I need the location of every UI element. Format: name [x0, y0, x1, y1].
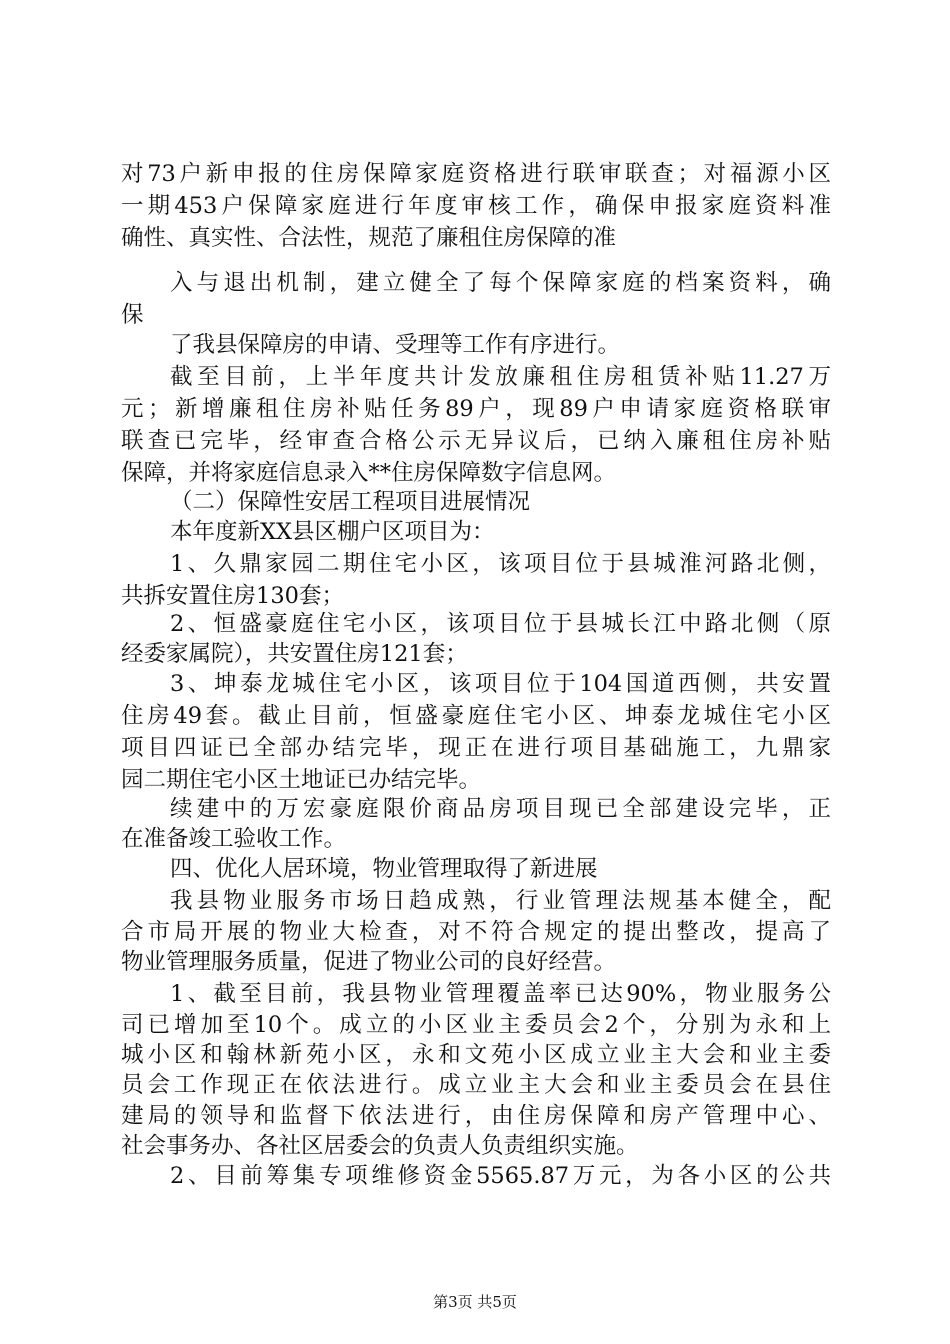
text-line: 物业管理服务质量，促进了物业公司的良好经营。	[121, 949, 617, 975]
text-line: 共拆安置住房130套；	[121, 583, 344, 609]
text-line: 园二期住宅小区土地证已办结完毕。	[121, 767, 482, 793]
text-line: 城小区和翰林新苑小区，永和文苑小区成立业主大会和业主委	[121, 1042, 831, 1068]
text-line: 截至目前，上半年度共计发放廉租住房租赁补贴11.27万	[170, 364, 831, 390]
text-line: 2、目前筹集专项维修资金5565.87万元，为各小区的公共	[170, 1163, 831, 1189]
text-line: 司已增加至10个。成立的小区业主委员会2个，分别为永和上	[121, 1012, 831, 1038]
text-line: 经委家属院），共安置住房121套；	[121, 641, 468, 667]
text-line: 1、截至目前，我县物业管理覆盖率已达90%，物业服务公	[170, 981, 831, 1007]
text-line: 续建中的万宏豪庭限价商品房项目现已全部建设完毕，正	[170, 796, 831, 822]
text-line: 3、坤泰龙城住宅小区，该项目位于104国道西侧，共安置	[170, 671, 831, 697]
text-line: 对73户新申报的住房保障家庭资格进行联审联查；对福源小区	[121, 161, 831, 187]
text-line: 建局的领导和监督下依法进行，由住房保障和房产管理中心、	[121, 1103, 831, 1129]
text-line: 保障，并将家庭信息录入**住房保障数字信息网。	[121, 460, 617, 486]
section-heading: （二）保障性安居工程项目进展情况	[170, 489, 531, 515]
text-line: 一期453户保障家庭进行年度审核工作，确保申报家庭资料准	[121, 193, 831, 219]
text-line: 联查已完毕，经审查合格公示无异议后，已纳入廉租住房补贴	[121, 428, 831, 454]
text-line: 保	[121, 302, 144, 328]
text-line: 确性、真实性、合法性，规范了廉租住房保障的准	[121, 225, 617, 251]
text-line: 了我县保障房的申请、受理等工作有序进行。	[170, 332, 621, 358]
text-line: 合市局开展的物业大检查，对不符合规定的提出整改，提高了	[121, 919, 831, 945]
text-line: 我县物业服务市场日趋成熟，行业管理法规基本健全，配	[170, 888, 831, 914]
text-line: 员会工作现正在依法进行。成立业主大会和业主委员会在县住	[121, 1072, 831, 1098]
text-line: 社会事务办、各社区居委会的负责人负责组织实施。	[121, 1133, 639, 1159]
text-line: 在准备竣工验收工作。	[121, 826, 347, 852]
section-heading: 四、优化人居环境，物业管理取得了新进展	[170, 856, 598, 882]
text-line: 元；新增廉租住房补贴任务89户，现89户申请家庭资格联审	[121, 396, 831, 422]
text-line: 1、久鼎家园二期住宅小区，该项目位于县城淮河路北侧，	[170, 551, 831, 577]
text-line: 2、恒盛豪庭住宅小区，该项目位于县城长江中路北侧（原	[170, 611, 831, 637]
text-line: 项目四证已全部办结完毕，现正在进行项目基础施工，九鼎家	[121, 735, 831, 761]
text-line: 本年度新XX县区棚户区项目为：	[170, 519, 495, 545]
text-line: 入与退出机制，建立健全了每个保障家庭的档案资料，确	[170, 270, 831, 296]
page-footer: 第3页 共5页	[433, 1293, 517, 1311]
text-line: 住房49套。截止目前，恒盛豪庭住宅小区、坤泰龙城住宅小区	[121, 703, 831, 729]
